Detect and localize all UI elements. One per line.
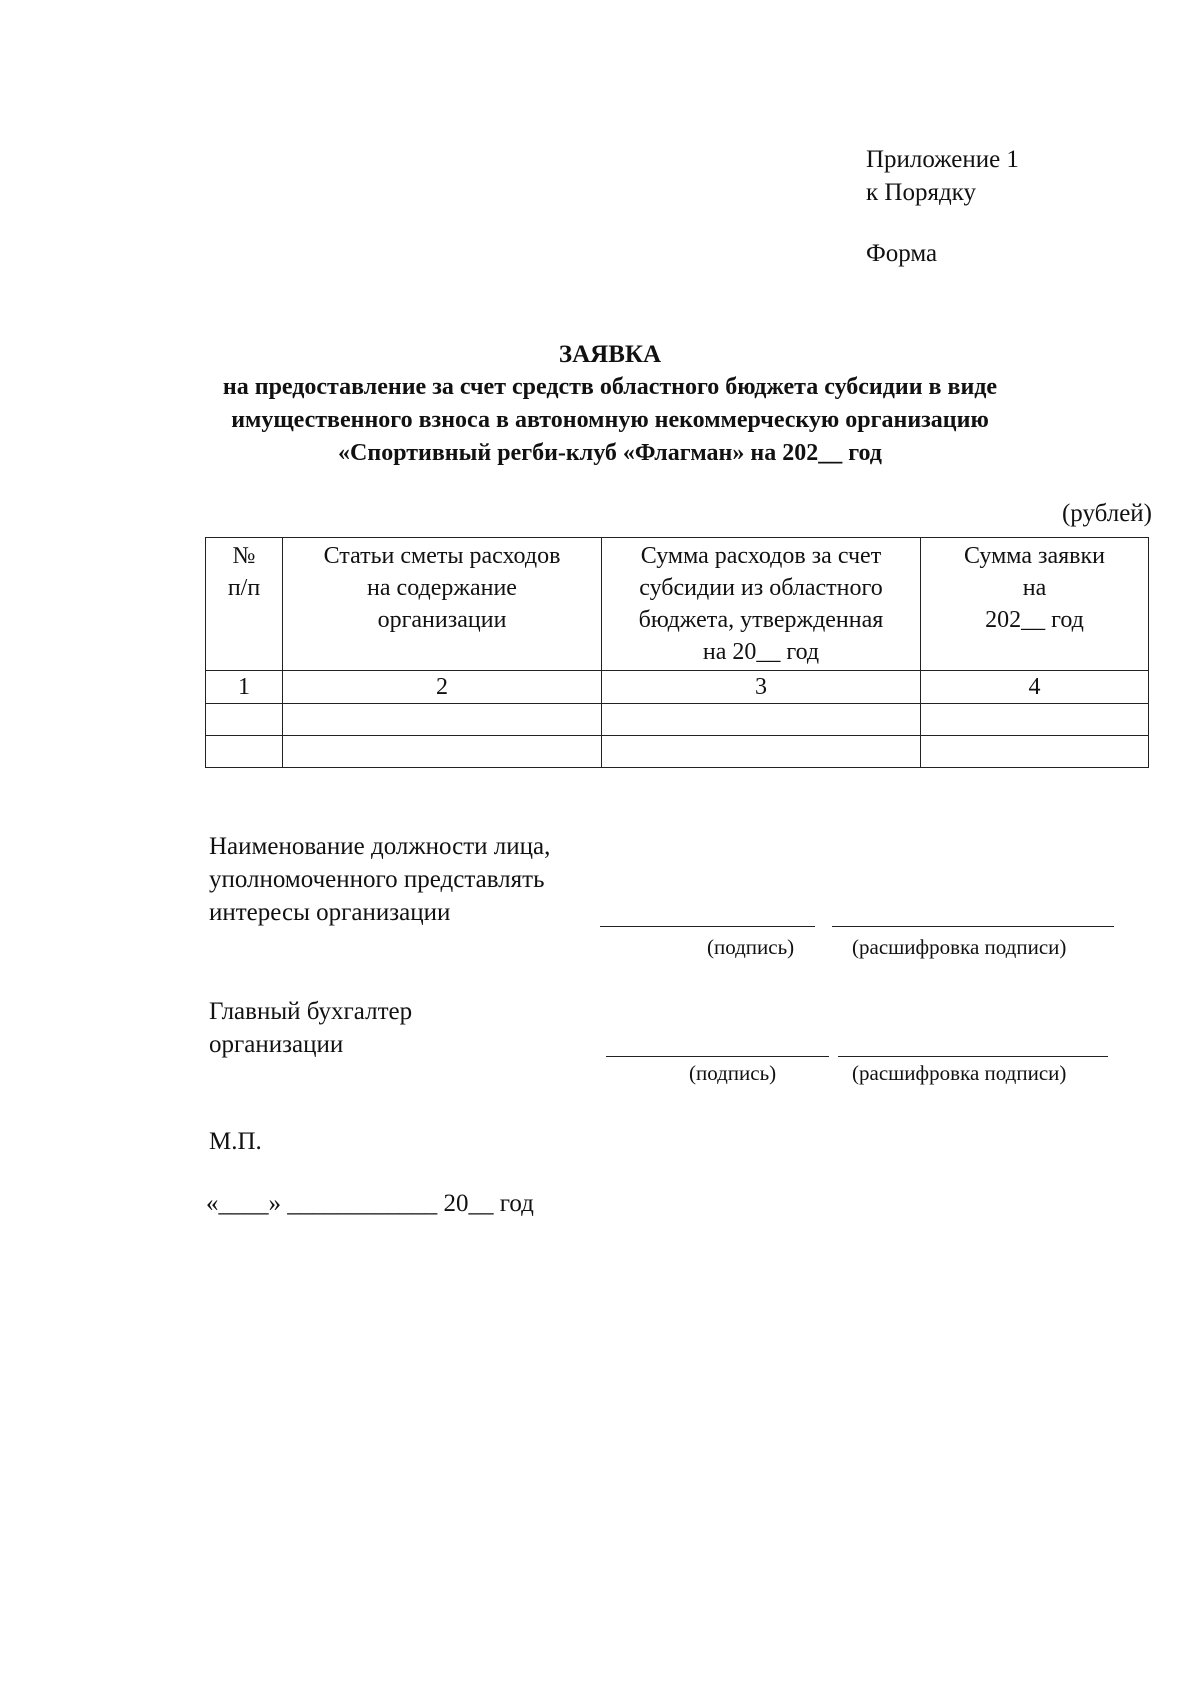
header-number: № п/п bbox=[206, 538, 283, 671]
column-number: 1 bbox=[206, 671, 283, 704]
table-row bbox=[206, 704, 1149, 736]
header-expense-items: Статьи сметы расходов на содержание организации bbox=[283, 538, 602, 671]
representative-decoding-caption: (расшифровка подписи) bbox=[852, 935, 1067, 959]
accountant-signature-line[interactable] bbox=[606, 1056, 829, 1057]
accountant-label: Главный бухгалтер организации bbox=[209, 998, 413, 1058]
column-number: 4 bbox=[921, 671, 1149, 704]
table-cell[interactable] bbox=[602, 736, 921, 768]
column-number-row bbox=[206, 671, 1149, 704]
table-cell[interactable] bbox=[283, 736, 602, 768]
title-heading: ЗАЯВКА bbox=[558, 341, 662, 368]
table-header-row bbox=[206, 538, 1149, 671]
accountant-signature-caption: (подпись) bbox=[689, 1061, 777, 1085]
appendix-note bbox=[866, 143, 1019, 270]
representative-decoding-line[interactable] bbox=[832, 926, 1114, 927]
table-cell[interactable] bbox=[921, 736, 1149, 768]
table-cell[interactable] bbox=[602, 704, 921, 736]
document-title bbox=[160, 338, 1060, 470]
column-number: 2 bbox=[283, 671, 602, 704]
representative-label: Наименование должности лица, уполномоченного представлять интересы организации bbox=[209, 833, 551, 926]
units-label: (рублей) bbox=[1061, 500, 1152, 527]
appendix-line-2: к Порядку bbox=[866, 179, 976, 206]
header-request-amount: Сумма заявки на 202__ год bbox=[921, 538, 1149, 671]
title-line-1: на предоставление за счет средств областного бюджета субсидии в виде bbox=[222, 374, 998, 400]
accountant-decoding-line[interactable] bbox=[838, 1056, 1108, 1057]
title-line-2: имущественного взноса в автономную некоммерческую организацию bbox=[231, 407, 989, 433]
budget-table bbox=[205, 537, 1149, 768]
representative-signature-line[interactable] bbox=[600, 926, 815, 927]
title-line-3: «Спортивный регби-клуб «Флагман» на 202__ год bbox=[338, 440, 882, 466]
table-cell[interactable] bbox=[206, 704, 283, 736]
stamp-placeholder: М.П. bbox=[209, 1128, 262, 1155]
column-number: 3 bbox=[602, 671, 921, 704]
date-field[interactable]: «____» ____________ 20__ год bbox=[206, 1190, 534, 1217]
form-label: Форма bbox=[866, 240, 938, 267]
header-approved-amount: Сумма расходов за счет субсидии из областного бюджета, утвержденная на 20__ год bbox=[602, 538, 921, 671]
accountant-decoding-caption: (расшифровка подписи) bbox=[852, 1061, 1067, 1085]
appendix-line-1: Приложение 1 bbox=[866, 146, 1019, 173]
table-cell[interactable] bbox=[921, 704, 1149, 736]
representative-signature-caption: (подпись) bbox=[707, 935, 795, 959]
table-cell[interactable] bbox=[283, 704, 602, 736]
table-row bbox=[206, 736, 1149, 768]
table-cell[interactable] bbox=[206, 736, 283, 768]
